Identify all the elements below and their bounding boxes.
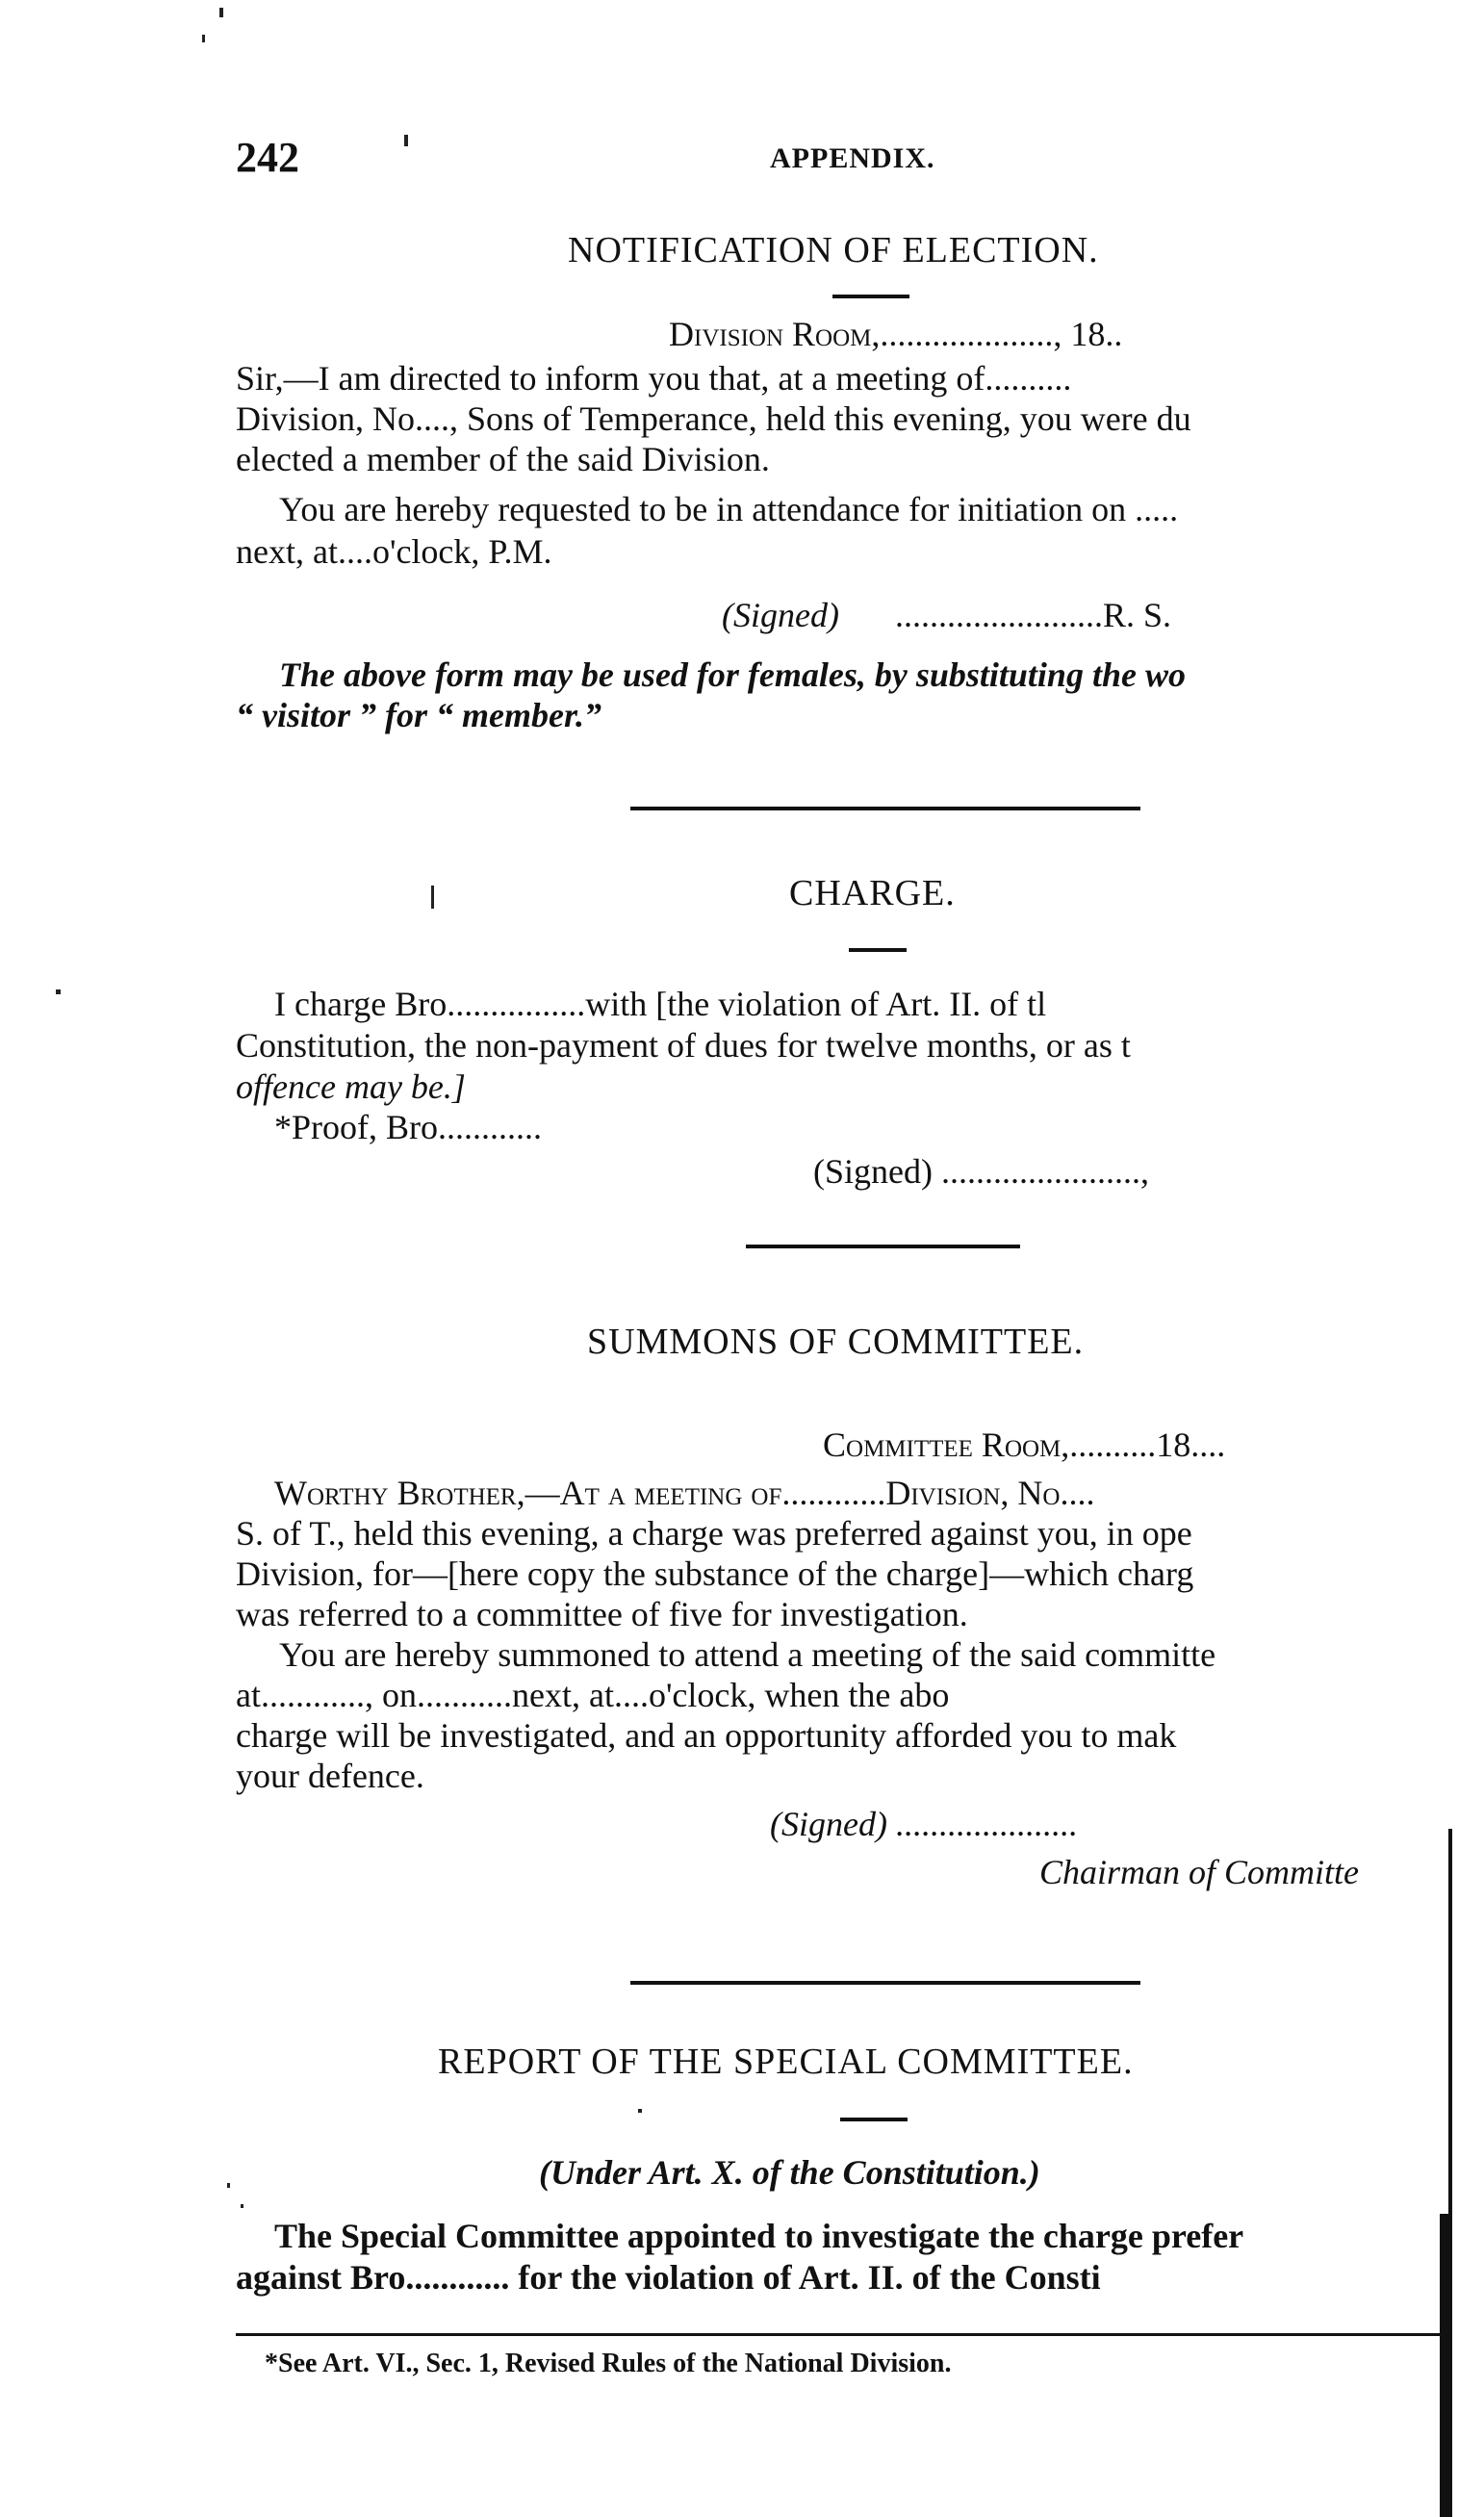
footnote: *See Art. VI., Sec. 1, Revised Rules of the National Division. <box>265 2349 952 2378</box>
notification-date-line: Division Room,...................., 18.. <box>669 315 1123 353</box>
notification-line: Sir,—I am directed to inform you that, at a meeting of.......... <box>236 359 1072 398</box>
page-number: 242 <box>236 134 299 181</box>
summons-line: You are hereby summoned to attend a meeting of the said committe <box>279 1635 1216 1674</box>
section-divider <box>746 1245 1020 1248</box>
stray-dot <box>202 35 205 42</box>
notification-line: You are hereby requested to be in attendance for initiation on ..... <box>279 490 1179 528</box>
charge-heading: CHARGE. <box>789 873 956 913</box>
heading-rule <box>840 2118 908 2121</box>
notification-note: The above form may be used for females, by substituting the wo <box>279 655 1186 694</box>
summons-line: S. of T., held this evening, a charge was preferred against you, in ope <box>236 1514 1192 1553</box>
charge-line: Constitution, the non-payment of dues for twelve months, or as t <box>236 1026 1131 1065</box>
summons-line: Division, for—[here copy the substance of the charge]—which charg <box>236 1554 1194 1593</box>
page-edge-shadow <box>1440 2214 1449 2517</box>
summons-line: Worthy Brother,—At a meeting of............Division, No.... <box>274 1474 1095 1512</box>
heading-rule <box>849 948 907 952</box>
notification-signed-dots: ........................R. S. <box>895 596 1172 634</box>
heading-rule <box>832 295 909 298</box>
summons-date-line: Committee Room,..........18.... <box>823 1425 1226 1464</box>
stray-dot <box>219 8 223 17</box>
report-heading: REPORT OF THE SPECIAL COMMITTEE. <box>438 2042 1134 2082</box>
stray-dot <box>56 989 61 994</box>
notification-line: Division, No...., Sons of Temperance, held this evening, you were du <box>236 399 1191 438</box>
section-divider <box>630 1981 1140 1985</box>
stray-mark <box>431 886 434 909</box>
report-line: against Bro............ for the violation of Art. II. of the Consti <box>236 2258 1101 2297</box>
summons-chairman: Chairman of Committe <box>1039 1853 1360 1891</box>
notification-note: “ visitor ” for “ member.” <box>236 696 601 734</box>
notification-signed-label: (Signed) <box>722 596 839 634</box>
section-divider <box>630 807 1140 810</box>
summons-signed: (Signed) ..................... <box>770 1805 1078 1843</box>
report-line: The Special Committee appointed to investigate the charge prefer <box>274 2217 1244 2255</box>
charge-line: offence may be.] <box>236 1067 466 1106</box>
notification-line: next, at....o'clock, P.M. <box>236 532 552 571</box>
stray-dot <box>638 2109 642 2113</box>
stray-dot <box>404 135 408 146</box>
running-head: APPENDIX. <box>770 142 935 174</box>
stray-dot <box>241 2204 243 2208</box>
summons-line: was referred to a committee of five for investigation. <box>236 1595 968 1633</box>
summons-line: at............, on...........next, at....o'clock, when the abo <box>236 1676 950 1714</box>
stray-dot <box>227 2183 230 2188</box>
summons-heading: SUMMONS OF COMMITTEE. <box>587 1322 1085 1362</box>
footnote-rule <box>236 2333 1450 2336</box>
charge-signed: (Signed) ......................., <box>813 1152 1149 1191</box>
charge-line: I charge Bro................with [the violation of Art. II. of tl <box>274 985 1047 1023</box>
summons-line: charge will be investigated, and an opportunity afforded you to mak <box>236 1716 1177 1755</box>
notification-line: elected a member of the said Division. <box>236 440 770 478</box>
report-subheading: (Under Art. X. of the Constitution.) <box>539 2153 1040 2192</box>
notification-heading: NOTIFICATION OF ELECTION. <box>568 230 1099 270</box>
summons-line: your defence. <box>236 1757 424 1795</box>
charge-proof-line: *Proof, Bro............ <box>274 1108 542 1146</box>
